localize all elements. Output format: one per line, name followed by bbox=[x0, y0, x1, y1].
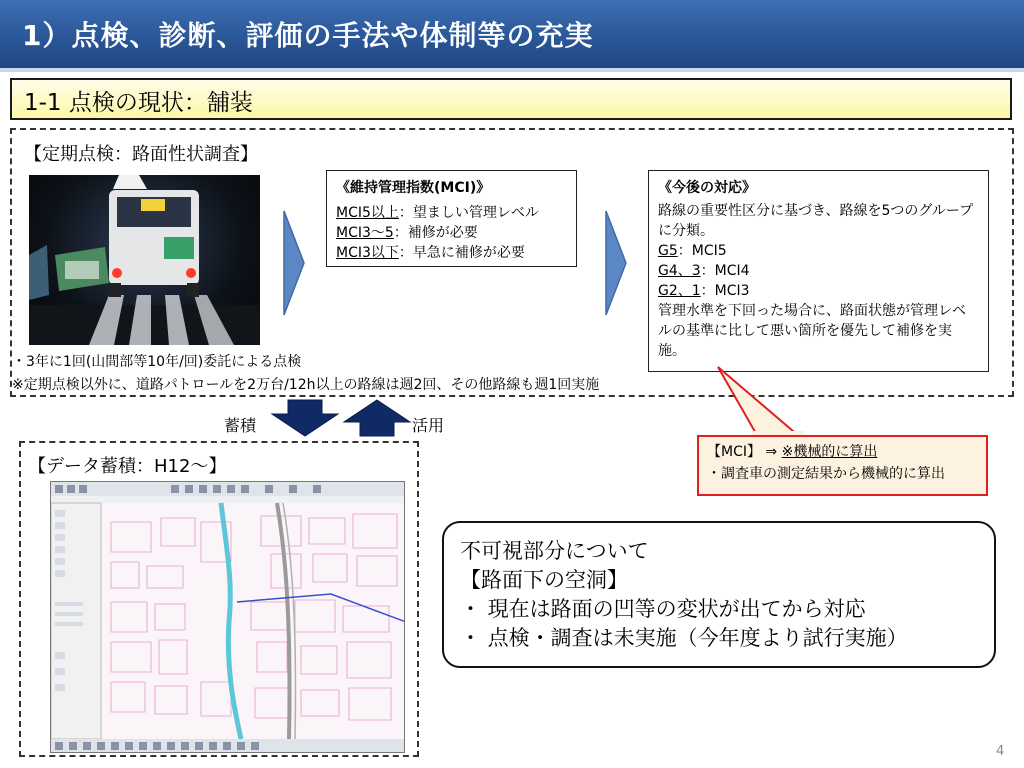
gis-map-screenshot bbox=[50, 481, 405, 753]
group-key: G5 bbox=[658, 243, 678, 259]
response-intro: 路線の重要性区分に基づき、路線を5つのグループに分類。 bbox=[658, 203, 974, 239]
invisible-parts-box bbox=[442, 521, 996, 668]
group-row bbox=[658, 281, 979, 301]
group-row bbox=[658, 261, 979, 281]
response-outro: 管理水準を下回った場合に、路面状態が管理レベルの基準に比して悪い箇所を優先して補修を実施。 bbox=[658, 303, 966, 359]
store-label: 蓄積 bbox=[224, 416, 257, 435]
section-heading bbox=[10, 78, 1012, 120]
group-row bbox=[658, 241, 979, 261]
night-photo-illustration bbox=[29, 175, 260, 345]
mci-row bbox=[336, 223, 567, 243]
response-box-title: 《今後の対応》 bbox=[658, 180, 756, 196]
inspection-night-photo bbox=[29, 175, 260, 345]
mci-row-desc: ：早急に補修が必要 bbox=[398, 245, 525, 261]
invisible-subheading: 【路面下の空洞】 bbox=[460, 568, 628, 592]
invisible-heading: 不可視部分について bbox=[460, 539, 649, 563]
callout-pointer bbox=[700, 365, 820, 439]
down-arrow-icon bbox=[270, 398, 340, 438]
invisible-bullet: ・ 現在は路面の凹等の変状が出てから対応 bbox=[460, 597, 866, 621]
mci-calculation-callout bbox=[697, 435, 988, 496]
flow-arrow-icon bbox=[283, 210, 305, 316]
up-arrow-icon bbox=[342, 398, 412, 438]
page-number: 4 bbox=[996, 744, 1005, 759]
mci-row-key: MCI3～5 bbox=[336, 225, 394, 241]
mci-box-title: 《維持管理指数(MCI)》 bbox=[336, 180, 491, 196]
callout-line-1 bbox=[707, 441, 978, 463]
mci-row-desc: ：補修が必要 bbox=[393, 225, 478, 241]
mci-row bbox=[336, 243, 567, 263]
inspection-note-patrol: ※定期点検以外に、道路パトロールを2万台/12h以上の路線は週2回、その他路線も週1回実施 bbox=[12, 377, 600, 393]
group-desc: ：MCI3 bbox=[700, 283, 750, 299]
callout-prefix: 【MCI】 ⇒ bbox=[707, 444, 782, 460]
callout-emphasis: ※機械的に算出 bbox=[781, 444, 878, 460]
mci-row-key: MCI3以下 bbox=[336, 245, 399, 261]
group-desc: ：MCI4 bbox=[700, 263, 750, 279]
section-heading-text: 1-1 点検の現状：舗装 bbox=[24, 90, 253, 116]
mci-row-desc: ：望ましい管理レベル bbox=[398, 205, 539, 221]
flow-arrow-icon bbox=[605, 210, 627, 316]
mci-index-box bbox=[326, 170, 577, 267]
inspection-note-frequency: ・3年に1回(山間部等10年/回)委託による点検 bbox=[12, 354, 302, 370]
title-rule bbox=[0, 68, 1024, 72]
inspection-title: 【定期点検：路面性状調査】 bbox=[24, 144, 258, 165]
group-key: G2、1 bbox=[658, 283, 701, 299]
mci-row-key: MCI5以上 bbox=[336, 205, 399, 221]
mci-row bbox=[336, 203, 567, 223]
data-storage-title: 【データ蓄積：H12～】 bbox=[28, 456, 227, 477]
group-desc: ：MCI5 bbox=[677, 243, 727, 259]
callout-line-2: ・調査車の測定結果から機械的に算出 bbox=[707, 466, 945, 482]
group-key: G4、3 bbox=[658, 263, 701, 279]
gis-map-illustration bbox=[51, 482, 405, 753]
invisible-bullet: ・ 点検・調査は未実施（今年度より試行実施） bbox=[460, 626, 908, 650]
use-label: 活用 bbox=[412, 416, 445, 435]
slide-title: 1）点検、診断、評価の手法や体制等の充実 bbox=[22, 19, 594, 52]
future-response-box bbox=[648, 170, 989, 372]
